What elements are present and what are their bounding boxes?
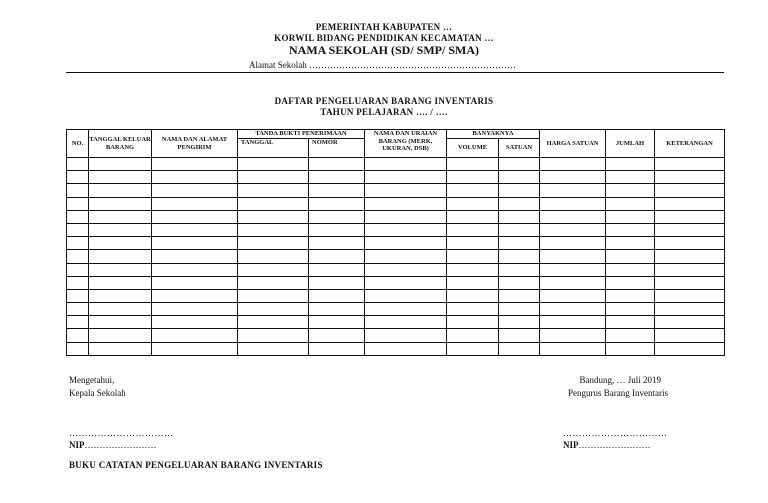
signature-line-left: …………………………… [69,428,174,438]
table-cell [606,158,655,171]
table-cell [606,289,655,302]
table-cell [152,263,238,276]
table-cell [152,197,238,210]
table-cell [655,184,725,197]
table-cell [309,276,365,289]
col-keterangan-header: KETERANGAN [655,130,725,158]
table-cell [655,276,725,289]
table-cell [655,303,725,316]
table-cell [365,171,447,184]
table-cell [238,210,309,223]
table-cell [365,237,447,250]
table-cell [67,342,89,355]
header-school-name: NAMA SEKOLAH (SD/ SMP/ SMA) [288,43,479,57]
table-row [67,289,725,302]
table-cell [447,158,499,171]
table-cell [238,329,309,342]
nip-right-label: NIP [563,440,579,450]
table-cell [89,263,152,276]
header-address: Alamat Sekolah …………………………………………………………… [249,60,516,70]
table-cell [309,223,365,236]
table-cell [152,250,238,263]
table-cell [606,197,655,210]
table-cell [238,250,309,263]
table-cell [447,329,499,342]
footer-kepala-sekolah: Kepala Sekolah [69,388,126,398]
table-cell [89,276,152,289]
table-cell [365,197,447,210]
table-cell [447,223,499,236]
table-row [67,329,725,342]
table-cell [238,184,309,197]
table-cell [655,316,725,329]
table-cell [540,263,606,276]
table-cell [447,303,499,316]
table-cell [309,250,365,263]
table-cell [67,263,89,276]
footer-date: Bandung, … Juli 2019 [579,375,661,385]
table-cell [499,329,540,342]
table-cell [447,210,499,223]
table-cell [606,171,655,184]
table-cell [447,276,499,289]
col-tanggal-header: TANGGAL [238,139,309,158]
table-cell [89,171,152,184]
table-cell [89,210,152,223]
table-cell [89,289,152,302]
table-cell [238,342,309,355]
table-cell [540,184,606,197]
table-cell [309,197,365,210]
table-cell [540,197,606,210]
header-government: PEMERINTAH KABUPATEN … [315,22,453,32]
table-row [67,210,725,223]
table-cell [606,210,655,223]
table-cell [655,158,725,171]
table-cell [540,171,606,184]
table-cell [89,223,152,236]
table-cell [89,303,152,316]
table-cell [238,171,309,184]
table-cell [67,184,89,197]
table-cell [89,329,152,342]
table-cell [309,316,365,329]
table-cell [447,250,499,263]
footer-mengetahui: Mengetahui, [69,375,115,385]
table-cell [365,210,447,223]
table-cell [89,158,152,171]
table-cell [499,171,540,184]
table-cell [365,342,447,355]
table-cell [606,316,655,329]
table-cell [499,197,540,210]
table-cell [67,329,89,342]
table-cell [499,237,540,250]
table-cell [655,210,725,223]
table-cell [365,158,447,171]
table-cell [67,197,89,210]
table-cell [238,158,309,171]
table-cell [152,210,238,223]
table-cell [152,303,238,316]
table-row [67,263,725,276]
document-subtitle: TAHUN PELAJARAN …. / …. [320,107,448,117]
table-cell [67,276,89,289]
table-cell [152,184,238,197]
table-cell [540,316,606,329]
table-cell [606,303,655,316]
inventory-table [66,129,725,356]
table-cell [152,289,238,302]
table-cell [309,237,365,250]
nip-left-dots: …………………… [84,440,157,450]
table-cell [309,184,365,197]
table-cell [365,303,447,316]
table-cell [365,316,447,329]
table-cell [89,342,152,355]
table-cell [89,237,152,250]
col-volume-header: VOLUME [447,139,499,158]
table-cell [309,342,365,355]
table-cell [365,250,447,263]
table-cell [540,329,606,342]
table-cell [499,316,540,329]
nip-left-label: NIP [69,440,85,450]
table-row [67,250,725,263]
table-cell [67,158,89,171]
table-cell [238,289,309,302]
document-title: DAFTAR PENGELUARAN BARANG INVENTARIS [274,96,494,106]
table-cell [89,316,152,329]
table-cell [499,210,540,223]
table-cell [447,316,499,329]
table-cell [365,276,447,289]
table-cell [655,197,725,210]
table-row [67,276,725,289]
table-cell [499,158,540,171]
table-cell [152,329,238,342]
table-cell [238,303,309,316]
col-no-header: NO. [67,130,89,158]
table-cell [499,250,540,263]
table-cell [540,289,606,302]
col-banyaknya-header: BANYAKNYA [447,130,540,139]
table-cell [89,184,152,197]
footer-pengurus: Pengurus Barang Inventaris [568,388,668,398]
table-cell [655,171,725,184]
table-cell [655,237,725,250]
table-cell [540,303,606,316]
table-row [67,316,725,329]
table-cell [365,184,447,197]
table-cell [606,184,655,197]
table-cell [606,342,655,355]
table-cell [67,316,89,329]
table-cell [309,171,365,184]
table-cell [67,289,89,302]
table-row [67,237,725,250]
col-tanda-bukti-header: TANDA BUKTI PENERIMAAN [238,130,365,139]
table-cell [540,223,606,236]
table-cell [152,316,238,329]
col-nama-uraian-header: NAMA DAN URAIAN BARANG (MERK, UKURAN, DSB) [365,130,447,158]
table-cell [89,250,152,263]
table-cell [655,263,725,276]
table-cell [655,250,725,263]
table-cell [499,276,540,289]
table-cell [152,342,238,355]
col-nama-alamat-header: NAMA DAN ALAMAT PENGIRIM [152,130,238,158]
table-row [67,342,725,355]
table-cell [152,171,238,184]
table-cell [540,237,606,250]
col-satuan-header: SATUAN [499,139,540,158]
table-cell [606,263,655,276]
table-cell [606,237,655,250]
table-cell [309,210,365,223]
table-cell [540,250,606,263]
table-cell [540,276,606,289]
table-cell [309,263,365,276]
nip-left [69,440,157,450]
bottom-caption: BUKU CATATAN PENGELUARAN BARANG INVENTARIS [69,460,323,470]
col-nomor-header: NOMOR [309,139,365,158]
table-cell [89,197,152,210]
table-row [67,158,725,171]
table-cell [238,223,309,236]
table-cell [655,223,725,236]
table-cell [655,342,725,355]
table-cell [540,210,606,223]
table-cell [365,289,447,302]
table-cell [447,171,499,184]
table-cell [238,263,309,276]
table-cell [499,289,540,302]
table-cell [606,250,655,263]
table-row [67,197,725,210]
table-cell [309,303,365,316]
table-cell [152,276,238,289]
table-cell [606,329,655,342]
table-cell [238,316,309,329]
table-cell [309,158,365,171]
table-cell [540,342,606,355]
table-cell [447,342,499,355]
nip-right [563,440,651,450]
table-cell [67,237,89,250]
table-cell [447,237,499,250]
table-cell [67,303,89,316]
table-cell [309,289,365,302]
table-cell [238,237,309,250]
table-cell [447,197,499,210]
table-row [67,223,725,236]
table-cell [655,329,725,342]
nip-right-dots: …………………… [578,440,651,450]
table-cell [67,250,89,263]
table-cell [67,171,89,184]
col-tanggal-keluar-header: TANGGAL KELUAR BARANG [89,130,152,158]
table-row [67,171,725,184]
table-cell [152,223,238,236]
table-cell [606,223,655,236]
table-cell [152,237,238,250]
col-jumlah-header: JUMLAH [606,130,655,158]
table-cell [499,223,540,236]
table-cell [238,276,309,289]
table-cell [238,197,309,210]
table-cell [499,342,540,355]
header-divider [66,72,724,73]
table-row [67,184,725,197]
table-cell [365,263,447,276]
header-korwil: KORWIL BIDANG PENDIDIKAN KECAMATAN … [274,33,494,43]
col-harga-header: HARGA SATUAN [540,130,606,158]
table-cell [499,263,540,276]
table-cell [309,329,365,342]
table-cell [447,263,499,276]
table-cell [499,184,540,197]
table-cell [499,303,540,316]
table-cell [152,158,238,171]
table-cell [447,184,499,197]
table-row [67,303,725,316]
table-cell [67,223,89,236]
table-cell [540,158,606,171]
table-cell [67,210,89,223]
signature-line-right: …………………………… [563,428,668,438]
table-cell [606,276,655,289]
table-cell [365,329,447,342]
table-cell [447,289,499,302]
table-cell [365,223,447,236]
table-cell [655,289,725,302]
